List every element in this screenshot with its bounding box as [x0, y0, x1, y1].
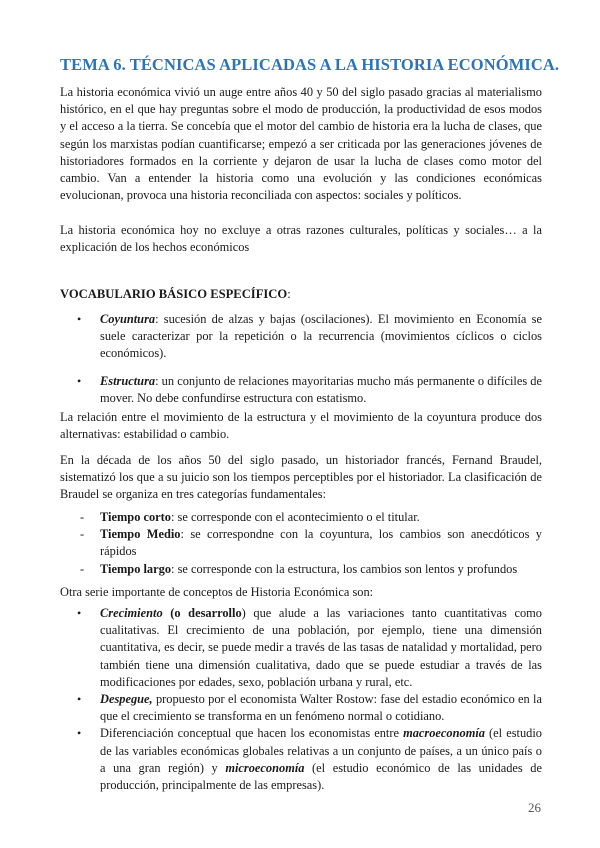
concept-definition: que alude a las variaciones tanto cuantitativas como cualitativas. El crecimiento de una población, por ejemplo, tiene una dimensión cuantitativa, es decir, se puede medir a través de las tasas de natalidad y mortalidad, pero también tiene una dimensión cualitativa, dado que se puede estudiar a través de las modificaciones por edades, sexo, población urbana y rural, etc.	[100, 606, 543, 689]
concept-paren: (o desarrollo	[162, 606, 242, 620]
list-item	[60, 311, 542, 363]
bullet-icon: •	[77, 606, 82, 620]
list-item	[60, 605, 542, 691]
page-title: TEMA 6. TÉCNICAS APLICADAS A LA HISTORIA ECONÓMICA.	[60, 55, 560, 74]
time-term: Tiempo corto	[100, 510, 172, 524]
list-item	[60, 509, 542, 526]
vocab-definition: : un conjunto de relaciones mayoritarias mucho más permanente o difíciles de mover. No debe confundirse estructura con estatismo.	[100, 373, 542, 405]
concept-text: Diferenciación conceptual que hacen los economistas entre	[100, 726, 404, 741]
list-item	[60, 725, 542, 794]
dash-marker: -	[80, 527, 85, 542]
times-list	[60, 509, 542, 578]
dash-marker: -	[80, 561, 85, 576]
second-paragraph: La historia económica hoy no excluye a otras razones culturales, políticas y sociales… a la explicación de los hechos económicos	[60, 223, 542, 255]
concept-term: Despegue,	[100, 692, 153, 707]
time-definition: : se corresponde con el acontecimiento o el titular.	[171, 510, 420, 524]
intro-paragraph: La historia económica vivió un auge entre años 40 y 50 del siglo pasado gracias al materialismo histórico, en el que hay preguntas sobre el modo de producción, la productividad de esos modos y el acceso a la tierra. Se concebía que el motor del cambio de historia era la lucha de clases, que según los marxistas podían cuantificarse; empezó a ser criticada por las generaciones jóvenes de historiadores formados en la corriente y dejaron de usar la lucha de clases como motor del cambio. Van a entender la historia como una evolución y las condiciones económicas evolucionan, provoca una historia reconciliada con aspectos: sociales y políticos.	[60, 85, 542, 203]
time-definition: : se corresponde con la estructura, los cambios son lentos y profundos	[171, 561, 518, 576]
concept-text: (el estudio económico de las unidades de producción, principalmente de las empresas).	[100, 760, 542, 793]
vocab-list	[60, 311, 542, 407]
vocab-heading	[60, 287, 291, 302]
time-term: Tiempo largo	[100, 561, 172, 576]
dash-marker: -	[80, 510, 85, 524]
concept-definition: propuesto por el economista Walter Rostow: fase del estadio económico en la que el crecimiento se transforma en un fenómeno normal o cotidiano.	[100, 692, 542, 724]
vocab-term: Coyuntura	[100, 312, 156, 326]
time-definition: : se correspondne con la coyuntura, los cambios son anecdóticos y rápidos	[100, 527, 542, 559]
concepts-list	[60, 605, 542, 794]
braudel-paragraph: En la década de los años 50 del siglo pasado, un historiador francés, Fernand Braudel, sistematizó los que a su juicio son los tiempos perceptibles por el historiador. La clasificación de Braudel se organiza en tres categorías fundamentales:	[60, 453, 542, 502]
relation-paragraph: La relación entre el movimiento de la estructura y el movimiento de la coyuntura produce dos alternativas: estabilidad o cambio.	[60, 410, 542, 442]
list-item	[60, 373, 542, 407]
bullet-icon: •	[77, 692, 82, 707]
concept-text: (el estudio de las variables económicas globales relativas a un conjunto de países, a un único país o a una gran región) y	[100, 726, 542, 775]
concept-term: macroeconomía	[403, 726, 485, 741]
time-term: Tiempo Medio	[100, 527, 181, 542]
concept-term: Crecimiento	[100, 606, 163, 620]
bullet-icon: •	[77, 726, 82, 741]
series-intro: Otra serie importante de conceptos de Historia Económica son:	[60, 585, 374, 599]
concept-term: microeconomía	[225, 760, 305, 775]
page-number: 26	[528, 800, 541, 815]
concept-paren-close: )	[241, 606, 246, 620]
vocab-heading-colon: :	[287, 287, 291, 301]
vocab-definition: : sucesión de alzas y bajas (oscilaciones). El movimiento en Economía se suele caracterizar por la repetición o la recurrencia (movimientos cíclicos o ciclos económicos).	[100, 312, 542, 361]
list-item	[60, 561, 542, 578]
list-item	[60, 691, 542, 725]
vocab-term: Estructura	[100, 373, 156, 388]
bullet-icon: •	[77, 373, 82, 388]
list-item	[60, 526, 542, 560]
bullet-icon: •	[77, 312, 82, 326]
vocab-heading-text: VOCABULARIO BÁSICO ESPECÍFICO	[60, 287, 288, 301]
